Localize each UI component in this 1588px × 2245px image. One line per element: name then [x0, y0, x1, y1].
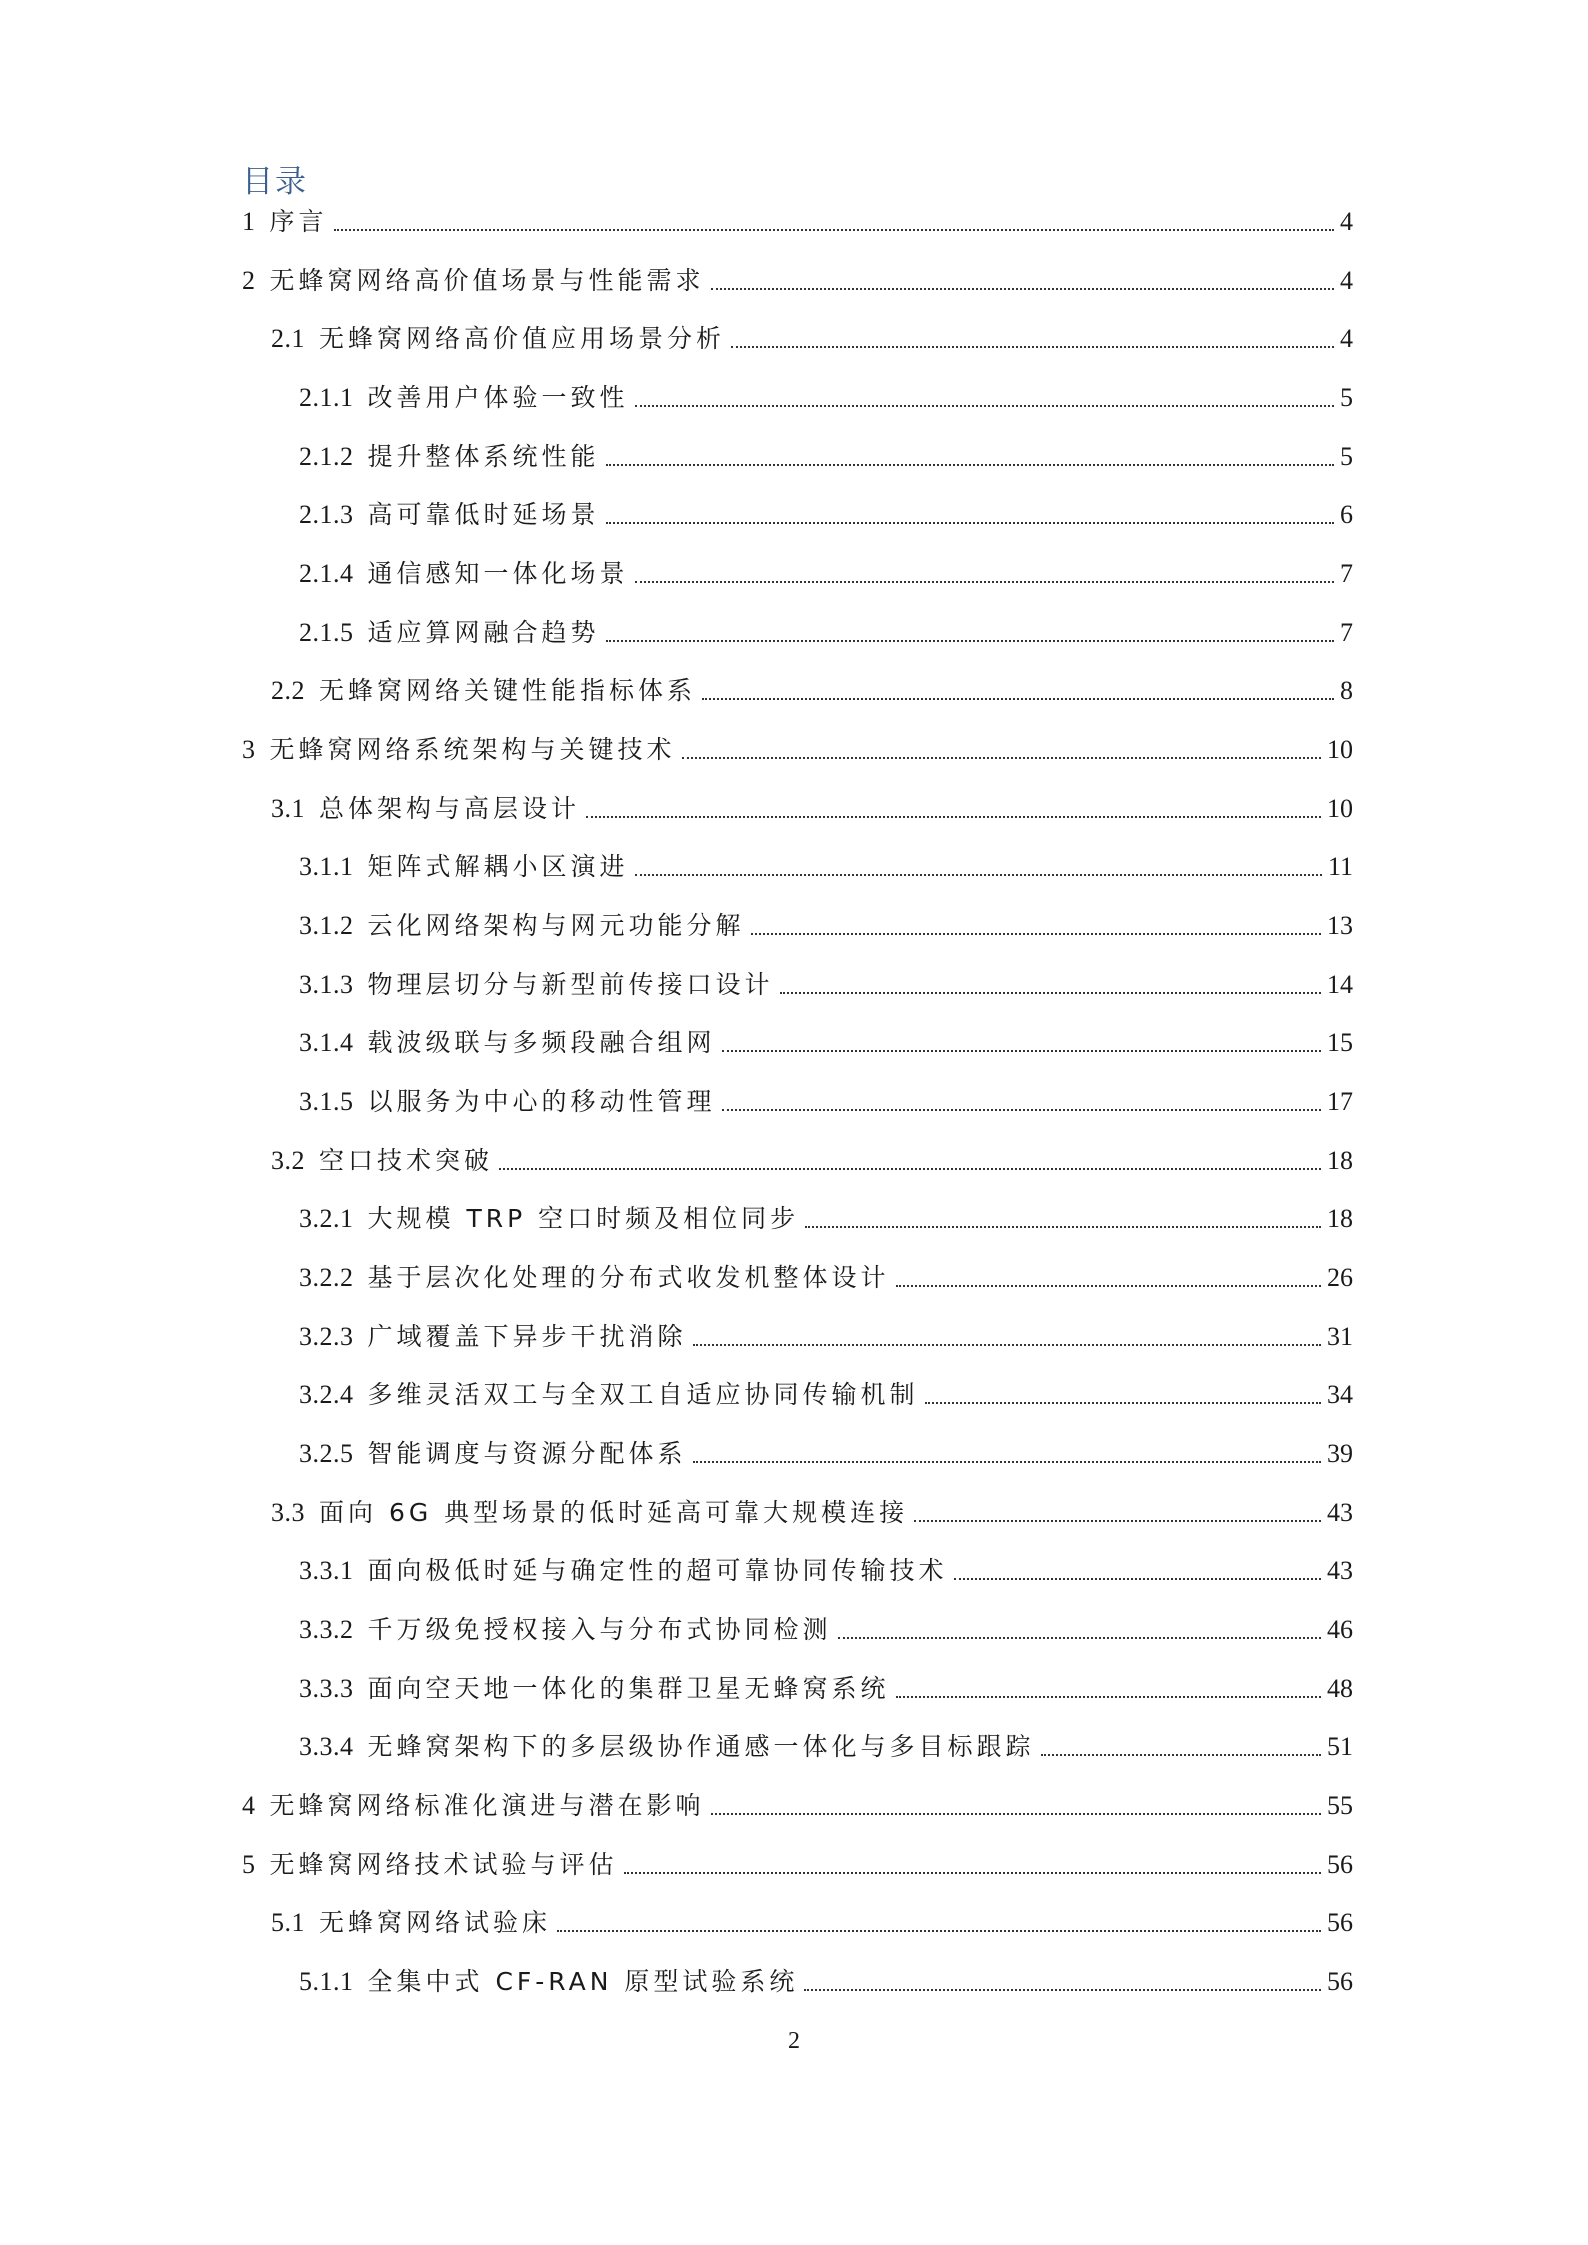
toc-entry-page: 11	[1327, 852, 1353, 881]
toc-entry[interactable]	[299, 1075, 1353, 1119]
toc-entry-page: 46	[1327, 1615, 1353, 1644]
toc-entry-page: 48	[1327, 1674, 1353, 1703]
toc-entry[interactable]	[271, 312, 1353, 356]
toc-entry-number: 3.2.5	[299, 1439, 354, 1468]
toc-dot-leader	[606, 463, 1334, 466]
toc-dot-leader	[722, 1108, 1321, 1111]
toc-entry[interactable]	[271, 782, 1353, 826]
toc-entry-number: 3.1.3	[299, 970, 354, 999]
toc-entry-number: 3.1.4	[299, 1028, 354, 1057]
toc-entry[interactable]	[242, 195, 1353, 239]
toc-entry-page: 8	[1340, 676, 1353, 705]
toc-title: 目录	[242, 164, 308, 200]
toc-dot-leader	[731, 345, 1334, 348]
toc-entry-title: 物理层切分与新型前传接口设计	[367, 970, 774, 999]
toc-entry-page: 10	[1327, 735, 1353, 764]
toc-entry-number: 3.2	[271, 1146, 305, 1175]
toc-entry-title: 序言	[269, 207, 328, 236]
toc-entry-title: 大规模 TRP 空口时频及相位同步	[367, 1204, 800, 1233]
toc-entry-page: 7	[1340, 618, 1353, 647]
toc-entry-title: 云化网络架构与网元功能分解	[367, 911, 745, 940]
page-number: 2	[788, 2028, 800, 2054]
toc-entry[interactable]	[299, 371, 1353, 415]
toc-entry-title: 智能调度与资源分配体系	[367, 1439, 687, 1468]
toc-entry-page: 4	[1340, 324, 1353, 353]
toc-dot-leader	[624, 1871, 1321, 1874]
toc-entry-number: 3	[242, 735, 256, 764]
toc-entry-page: 13	[1327, 911, 1353, 940]
toc-entry-number: 5	[242, 1850, 256, 1879]
toc-entry-title: 无蜂窝网络试验床	[319, 1908, 552, 1937]
toc-entry-page: 15	[1327, 1028, 1353, 1057]
toc-entry[interactable]	[299, 488, 1353, 532]
toc-entry-title: 矩阵式解耦小区演进	[367, 852, 629, 881]
toc-entry-title: 面向极低时延与确定性的超可靠协同传输技术	[367, 1556, 948, 1585]
toc-entry[interactable]	[242, 254, 1353, 298]
toc-entry-title: 无蜂窝架构下的多层级协作通感一体化与多目标跟踪	[367, 1732, 1035, 1761]
toc-entry[interactable]	[299, 899, 1353, 943]
toc-dot-leader	[804, 1988, 1321, 1991]
toc-dot-leader	[780, 991, 1321, 994]
toc-dot-leader	[586, 815, 1321, 818]
toc-entry-page: 4	[1340, 207, 1353, 236]
toc-entry[interactable]	[271, 1896, 1353, 1940]
toc-entry[interactable]	[299, 1544, 1353, 1588]
toc-entry-title: 通信感知一体化场景	[367, 559, 629, 588]
toc-entry-number: 5.1	[271, 1908, 305, 1937]
toc-dot-leader	[925, 1401, 1321, 1404]
toc-dot-leader	[334, 228, 1334, 231]
toc-entry-number: 2.1.5	[299, 618, 354, 647]
toc-entry[interactable]	[299, 1720, 1353, 1764]
toc-entry-number: 3.3.1	[299, 1556, 354, 1585]
toc-entry-page: 56	[1327, 1967, 1353, 1996]
toc-entry-page: 4	[1340, 266, 1353, 295]
toc-entry-title: 基于层次化处理的分布式收发机整体设计	[367, 1263, 890, 1292]
toc-entry-number: 3.2.2	[299, 1263, 354, 1292]
toc-dot-leader	[693, 1343, 1321, 1346]
toc-entry-page: 34	[1327, 1380, 1353, 1409]
toc-dot-leader	[805, 1225, 1321, 1228]
toc-entry-number: 3.3.3	[299, 1674, 354, 1703]
toc-entry-title: 千万级免授权接入与分布式协同检测	[367, 1615, 832, 1644]
toc-entry-title: 全集中式 CF-RAN 原型试验系统	[367, 1967, 799, 1996]
toc-entry-number: 3.3.2	[299, 1615, 354, 1644]
toc-entry-page: 56	[1327, 1850, 1353, 1879]
toc-entry-title: 无蜂窝网络关键性能指标体系	[319, 676, 697, 705]
toc-entry-page: 43	[1327, 1556, 1353, 1585]
toc-entry-title: 无蜂窝网络系统架构与关键技术	[269, 735, 676, 764]
toc-entry-page: 55	[1327, 1791, 1353, 1820]
toc-entry-page: 17	[1327, 1087, 1353, 1116]
toc-dot-leader	[711, 287, 1334, 290]
toc-dot-leader	[693, 1460, 1321, 1463]
toc-entry-number: 2.1	[271, 324, 305, 353]
toc-entry-title: 改善用户体验一致性	[367, 383, 629, 412]
toc-entry-page: 43	[1327, 1498, 1353, 1527]
toc-entry-number: 4	[242, 1791, 256, 1820]
toc-dot-leader	[896, 1695, 1321, 1698]
toc-entry-page: 31	[1327, 1322, 1353, 1351]
toc-entry[interactable]	[242, 1779, 1353, 1823]
toc-entry[interactable]	[271, 1486, 1353, 1530]
toc-entry-page: 39	[1327, 1439, 1353, 1468]
toc-dot-leader	[606, 521, 1334, 524]
toc-entry[interactable]	[299, 1310, 1353, 1354]
toc-entry-number: 2.1.3	[299, 500, 354, 529]
toc-entry[interactable]	[271, 664, 1353, 708]
toc-entry-title: 空口技术突破	[319, 1146, 494, 1175]
toc-entry-number: 2.1.1	[299, 383, 354, 412]
toc-entry-title: 无蜂窝网络高价值场景与性能需求	[269, 266, 705, 295]
toc-entry-page: 56	[1327, 1908, 1353, 1937]
toc-entry-number: 3.1	[271, 794, 305, 823]
toc-dot-leader	[711, 1812, 1321, 1815]
toc-entry-page: 5	[1340, 442, 1353, 471]
toc-entry[interactable]	[299, 1427, 1353, 1471]
toc-entry[interactable]	[299, 958, 1353, 1002]
toc-entry[interactable]	[299, 1016, 1353, 1060]
toc-entry-title: 提升整体系统性能	[367, 442, 600, 471]
toc-entry[interactable]	[299, 840, 1353, 884]
toc-entry-page: 6	[1340, 500, 1353, 529]
toc-entry-number: 5.1.1	[299, 1967, 354, 1996]
toc-entry[interactable]	[299, 547, 1353, 591]
toc-dot-leader	[1041, 1753, 1321, 1756]
toc-entry[interactable]	[299, 1955, 1353, 1999]
toc-entry-page: 18	[1327, 1146, 1353, 1175]
toc-dot-leader	[557, 1929, 1321, 1932]
toc-entry-page: 7	[1340, 559, 1353, 588]
toc-dot-leader	[682, 756, 1321, 759]
toc-entry-title: 无蜂窝网络技术试验与评估	[269, 1850, 618, 1879]
toc-entry-page: 51	[1327, 1732, 1353, 1761]
toc-entry-number: 3.3.4	[299, 1732, 354, 1761]
toc-entry[interactable]	[299, 1251, 1353, 1295]
toc-entry[interactable]	[271, 1134, 1353, 1178]
toc-entry[interactable]	[299, 606, 1353, 650]
toc-entry-number: 2.2	[271, 676, 305, 705]
toc-entry-title: 无蜂窝网络高价值应用场景分析	[319, 324, 726, 353]
toc-entry-page: 26	[1327, 1263, 1353, 1292]
toc-dot-leader	[751, 932, 1321, 935]
toc-entry[interactable]	[299, 430, 1353, 474]
toc-entry-number: 3.2.1	[299, 1204, 354, 1233]
toc-entry-page: 14	[1327, 970, 1353, 999]
toc-entry-title: 以服务为中心的移动性管理	[367, 1087, 716, 1116]
toc-entry[interactable]	[299, 1662, 1353, 1706]
toc-entry[interactable]	[242, 1838, 1353, 1882]
toc-entry-number: 3.2.3	[299, 1322, 354, 1351]
toc-entry-title: 载波级联与多频段融合组网	[367, 1028, 716, 1057]
toc-entry-title: 面向空天地一体化的集群卫星无蜂窝系统	[367, 1674, 890, 1703]
toc-entry-number: 2.1.2	[299, 442, 354, 471]
toc-entry[interactable]	[299, 1603, 1353, 1647]
toc-dot-leader	[722, 1049, 1321, 1052]
toc-entry-title: 无蜂窝网络标准化演进与潜在影响	[269, 1791, 705, 1820]
toc-entry-page: 18	[1327, 1204, 1353, 1233]
toc-dot-leader	[635, 580, 1334, 583]
toc-entry-page: 10	[1327, 794, 1353, 823]
toc-entry-number: 1	[242, 207, 256, 236]
toc-dot-leader	[635, 873, 1322, 876]
toc-entry-number: 3.2.4	[299, 1380, 354, 1409]
toc-entry-title: 面向 6G 典型场景的低时延高可靠大规模连接	[319, 1498, 909, 1527]
toc-entry-title: 多维灵活双工与全双工自适应协同传输机制	[367, 1380, 919, 1409]
toc-entry-number: 2	[242, 266, 256, 295]
toc-entry-number: 3.3	[271, 1498, 305, 1527]
toc-dot-leader	[838, 1636, 1321, 1639]
toc-entry-number: 3.1.5	[299, 1087, 354, 1116]
toc-dot-leader	[606, 639, 1334, 642]
toc-entry-number: 3.1.1	[299, 852, 354, 881]
toc-entry[interactable]	[299, 1192, 1353, 1236]
toc-dot-leader	[896, 1284, 1321, 1287]
toc-dot-leader	[702, 697, 1334, 700]
toc-entry-title: 广域覆盖下异步干扰消除	[367, 1322, 687, 1351]
toc-entry-number: 2.1.4	[299, 559, 354, 588]
toc-dot-leader	[499, 1167, 1321, 1170]
toc-entry-number: 3.1.2	[299, 911, 354, 940]
toc-entry-title: 适应算网融合趋势	[367, 618, 600, 647]
toc-entry-page: 5	[1340, 383, 1353, 412]
toc-entry-title: 总体架构与高层设计	[319, 794, 581, 823]
toc-entry[interactable]	[299, 1368, 1353, 1412]
toc-dot-leader	[914, 1519, 1321, 1522]
toc-dot-leader	[635, 404, 1334, 407]
toc-entry-title: 高可靠低时延场景	[367, 500, 600, 529]
toc-entry[interactable]	[242, 723, 1353, 767]
toc-dot-leader	[954, 1577, 1321, 1580]
